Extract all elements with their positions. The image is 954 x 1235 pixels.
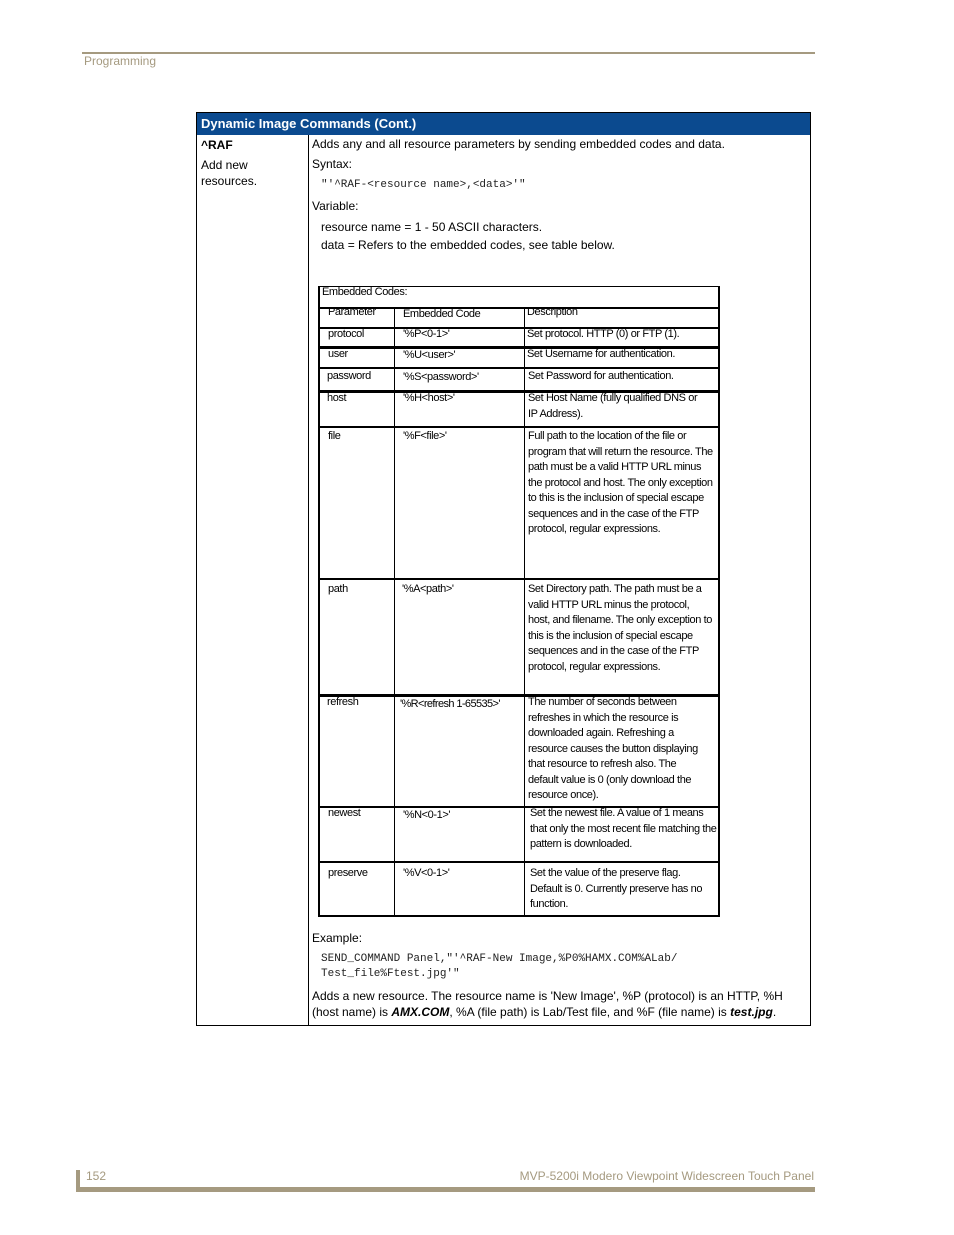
- column-header: Parameter: [328, 306, 376, 318]
- table-border: [718, 286, 720, 917]
- row-line: [319, 861, 719, 863]
- file-name-emphasis: test.jpg: [730, 1005, 773, 1019]
- param-cell: preserve: [328, 867, 368, 879]
- footer-rule: [76, 1187, 815, 1192]
- summary-text: , %A (file path) is Lab/Test file, and %F (file name) is: [449, 1005, 731, 1019]
- row-line: [319, 426, 719, 428]
- desc-cell: Set Username for authentication.: [527, 348, 676, 360]
- row-line: [319, 578, 719, 580]
- document-title: MVP-5200i Modero Viewpoint Widescreen Touch Panel: [519, 1169, 814, 1183]
- page-number: 152: [86, 1169, 107, 1183]
- command-name: ^RAF: [201, 138, 233, 152]
- code-cell: '%F<file>': [403, 430, 447, 442]
- summary-text: Adds a new resource. The resource name is 'New Image', %P (protocol) is an HTTP, %H (host name) is: [312, 989, 783, 1019]
- param-cell: file: [328, 430, 341, 442]
- summary-text: .: [772, 1005, 777, 1019]
- param-cell: user: [328, 348, 348, 360]
- code-cell: '%S<password>': [403, 371, 479, 383]
- column-line: [394, 308, 395, 916]
- code-cell: '%A<path>': [402, 583, 454, 595]
- column-header: Description: [527, 306, 578, 318]
- table-border: [318, 915, 720, 917]
- variable-resource-name: resource name = 1 - 50 ASCII characters.: [321, 220, 543, 234]
- code-cell: '%H<host>': [403, 392, 455, 404]
- row-line: [319, 307, 719, 309]
- variable-label: Variable:: [312, 199, 359, 213]
- table-border: [318, 286, 320, 917]
- desc-cell: Set Host Name (fully qualified DNS or IP Address).: [528, 392, 698, 420]
- desc-cell: The number of seconds between refreshes in which the resource is downloaded again. Refreshing a resource causes the button displaying that resource to refresh also. The default value is 0 (only download the resource once).: [528, 696, 698, 801]
- code-cell: '%P<0-1>': [403, 328, 450, 340]
- example-code-line: SEND_COMMAND Panel,"'^RAF-New Image,%P0%HAMX.COM%ALab/: [321, 953, 678, 965]
- desc-cell: Set protocol. HTTP (0) or FTP (1).: [527, 328, 680, 340]
- column-header: Embedded Code: [403, 308, 481, 320]
- param-cell: protocol: [328, 328, 364, 340]
- desc-cell: Full path to the location of the file or program that will return the resource. The path must be a valid HTTP URL minus the protocol and host. The only exception to this is the inclusion of special escape sequences and in the case of the FTP protocol, regular expressions.: [528, 430, 713, 535]
- running-header: Programming: [84, 54, 157, 68]
- code-cell: '%N<0-1>': [403, 809, 451, 821]
- param-cell: host: [327, 392, 347, 404]
- variable-data: data = Refers to the embedded codes, see table below.: [321, 238, 615, 252]
- host-name-emphasis: AMX.COM: [391, 1005, 450, 1019]
- command-summary: Add new resources.: [201, 158, 258, 188]
- code-cell: '%R<refresh 1-65535>': [400, 698, 500, 710]
- table-title: Dynamic Image Commands (Cont.): [197, 113, 810, 135]
- example-code-line: Test_file%Ftest.jpg'": [321, 968, 460, 980]
- column-line: [524, 308, 525, 916]
- syntax-label: Syntax:: [312, 157, 353, 171]
- desc-cell: Set Password for authentication.: [528, 370, 674, 382]
- param-cell: refresh: [327, 696, 359, 708]
- code-cell: '%U<user>': [403, 349, 456, 361]
- syntax-code: "'^RAF-<resource name>,<data>'": [321, 179, 526, 191]
- desc-cell: Set the value of the preserve flag. Default is 0. Currently preserve has no function.: [530, 867, 703, 910]
- example-label: Example:: [312, 931, 363, 945]
- example-explanation: [312, 988, 806, 1020]
- header-rule: [82, 52, 815, 54]
- desc-cell: Set the newest file. A value of 1 means that only the most recent file matching the pattern is downloaded.: [530, 807, 717, 850]
- param-cell: password: [327, 370, 371, 382]
- param-cell: path: [328, 583, 348, 595]
- embedded-codes-caption: Embedded Codes:: [322, 286, 408, 298]
- desc-cell: Set Directory path. The path must be a valid HTTP URL minus the protocol, host, and filename. The only exception to this is the inclusion of special escape sequences and in the case of the FTP protocol, regular expressions.: [528, 583, 712, 673]
- command-intro: Adds any and all resource parameters by sending embedded codes and data.: [312, 137, 725, 151]
- code-cell: '%V<0-1>': [403, 867, 450, 879]
- column-divider: [308, 135, 309, 1025]
- param-cell: newest: [328, 807, 361, 819]
